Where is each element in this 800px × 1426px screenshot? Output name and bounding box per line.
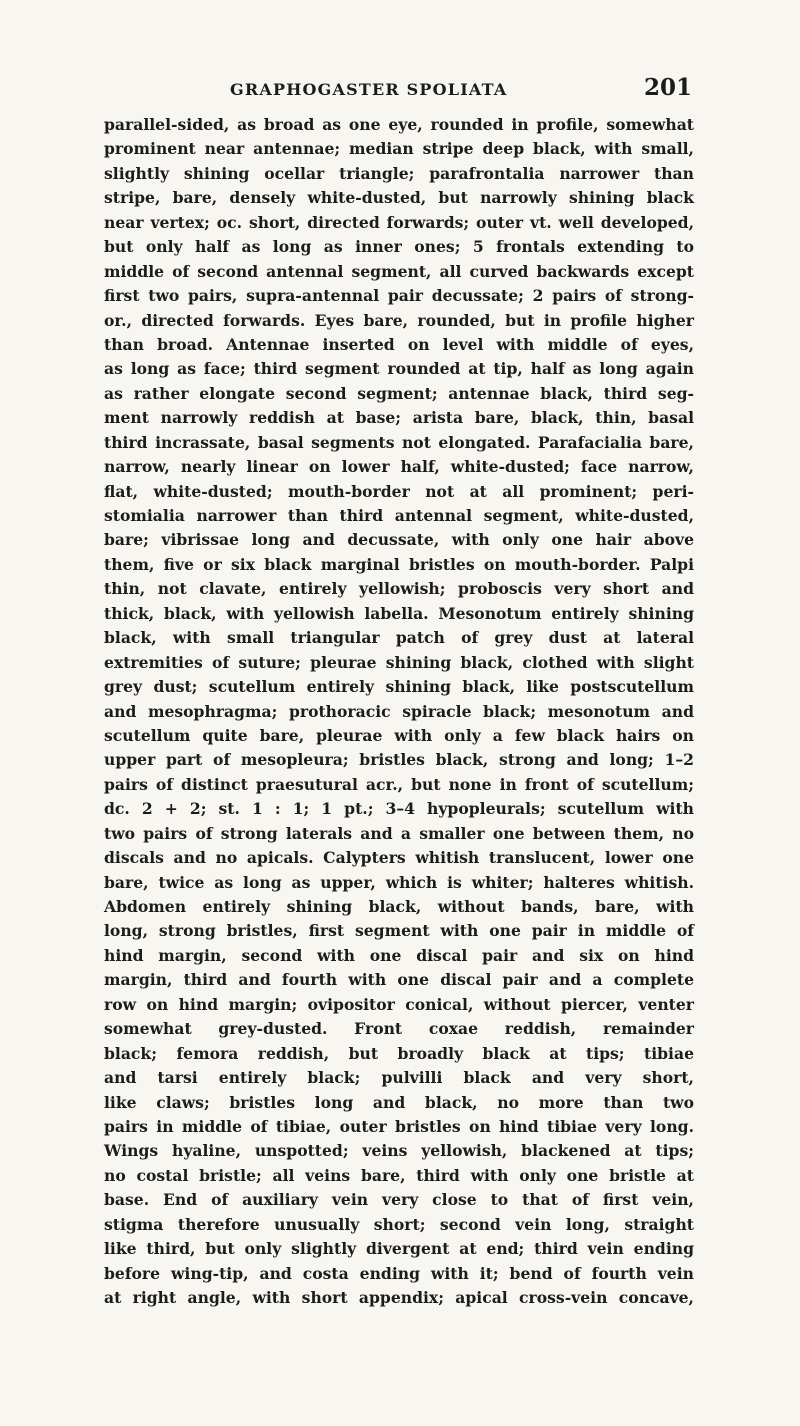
body-text <box>104 113 694 1310</box>
text-line: Abdomen entirely shining black, without bands, bare, with <box>104 897 694 916</box>
text-line: Wings hyaline, unspotted; veins yellowish, blackened at tips; <box>104 1141 694 1161</box>
text-line: as rather elongate second segment; antennae black, third seg- <box>104 383 694 403</box>
text-line: somewhat grey-dusted. Front coxae reddish, remainder <box>104 1019 694 1039</box>
text-line: bare; vibrissae long and decussate, with only one hair above <box>104 530 694 550</box>
text-line: prominent near antennae; median stripe deep black, with small, <box>104 139 694 159</box>
text-line: scutellum quite bare, pleurae with only a few black hairs on <box>104 725 694 745</box>
page-number: 201 <box>643 74 692 101</box>
text-line: slightly shining ocellar triangle; parafrontalia narrower than <box>104 163 694 183</box>
text-line: two pairs of strong laterals and a smaller one between them, no <box>104 823 694 843</box>
text-line: stigma therefore unusually short; second vein long, straight <box>104 1214 694 1234</box>
running-head: GRAPHOGASTER SPOLIATA <box>230 80 508 99</box>
text-line: stomialia narrower than third antennal segment, white-dusted, <box>104 506 694 525</box>
text-line: pairs in middle of tibiae, outer bristles on hind tibiae very long. <box>104 1116 694 1136</box>
text-line: grey dust; scutellum entirely shining black, like postscutellum <box>104 677 694 697</box>
text-line: third incrassate, basal segments not elongated. Parafacialia bare, <box>104 432 694 452</box>
text-line: parallel-sided, as broad as one eye, rounded in profile, somewhat <box>104 115 694 134</box>
text-line: near vertex; oc. short, directed forwards; outer vt. well developed, <box>104 212 694 232</box>
text-line: but only half as long as inner ones; 5 frontals extending to <box>104 237 694 257</box>
text-line: discals and no apicals. Calypters whitish translucent, lower one <box>104 848 694 868</box>
text-line: base. End of auxiliary vein very close to that of first vein, <box>104 1190 694 1210</box>
text-line: first two pairs, supra-antennal pair decussate; 2 pairs of strong- <box>104 286 694 306</box>
text-line: like third, but only slightly divergent at end; third vein ending <box>104 1239 694 1259</box>
text-line: and mesophragma; prothoracic spiracle black; mesonotum and <box>104 701 694 721</box>
text-line: pairs of distinct praesutural acr., but none in front of scutellum; <box>104 774 694 794</box>
text-line: thick, black, with yellowish labella. Mesonotum entirely shining <box>104 603 694 623</box>
text-line: them, five or six black marginal bristles on mouth-border. Palpi <box>104 554 694 574</box>
text-line: stripe, bare, densely white-dusted, but narrowly shining black <box>104 188 694 208</box>
text-line: before wing-tip, and costa ending with it; bend of fourth vein <box>104 1263 694 1283</box>
text-line: bare, twice as long as upper, which is whiter; halteres whitish. <box>104 872 694 892</box>
text-line: black; femora reddish, but broadly black at tips; tibiae <box>104 1043 694 1063</box>
text-line: long, strong bristles, first segment with one pair in middle of <box>104 921 694 941</box>
text-line: thin, not clavate, entirely yellowish; proboscis very short and <box>104 579 694 599</box>
text-line: or., directed forwards. Eyes bare, rounded, but in profile higher <box>104 310 694 330</box>
text-line: ment narrowly reddish at base; arista bare, black, thin, basal <box>104 408 694 428</box>
text-line: at right angle, with short appendix; apical cross-vein concave, <box>104 1288 694 1307</box>
text-line: and tarsi entirely black; pulvilli black and very short, <box>104 1068 694 1088</box>
text-line: like claws; bristles long and black, no more than two <box>104 1092 694 1112</box>
text-line: extremities of suture; pleurae shining black, clothed with slight <box>104 652 694 672</box>
text-line: row on hind margin; ovipositor conical, without piercer, venter <box>104 994 694 1014</box>
text-line: as long as face; third segment rounded at tip, half as long again <box>104 359 694 379</box>
text-line: middle of second antennal segment, all curved backwards except <box>104 261 694 281</box>
text-line: upper part of mesopleura; bristles black, strong and long; 1–2 <box>104 750 694 770</box>
text-line: than broad. Antennae inserted on level with middle of eyes, <box>104 334 694 354</box>
text-line: black, with small triangular patch of grey dust at lateral <box>104 628 694 648</box>
text-line: flat, white-dusted; mouth-border not at all prominent; peri- <box>104 481 694 501</box>
text-line: margin, third and fourth with one discal pair and a complete <box>104 970 694 990</box>
text-line: narrow, nearly linear on lower half, white-dusted; face narrow, <box>104 457 694 477</box>
text-line: hind margin, second with one discal pair and six on hind <box>104 945 694 965</box>
text-line: no costal bristle; all veins bare, third with only one bristle at <box>104 1165 694 1185</box>
text-line: dc. 2 + 2; st. 1 : 1; 1 pt.; 3–4 hypopleurals; scutellum with <box>104 799 694 819</box>
